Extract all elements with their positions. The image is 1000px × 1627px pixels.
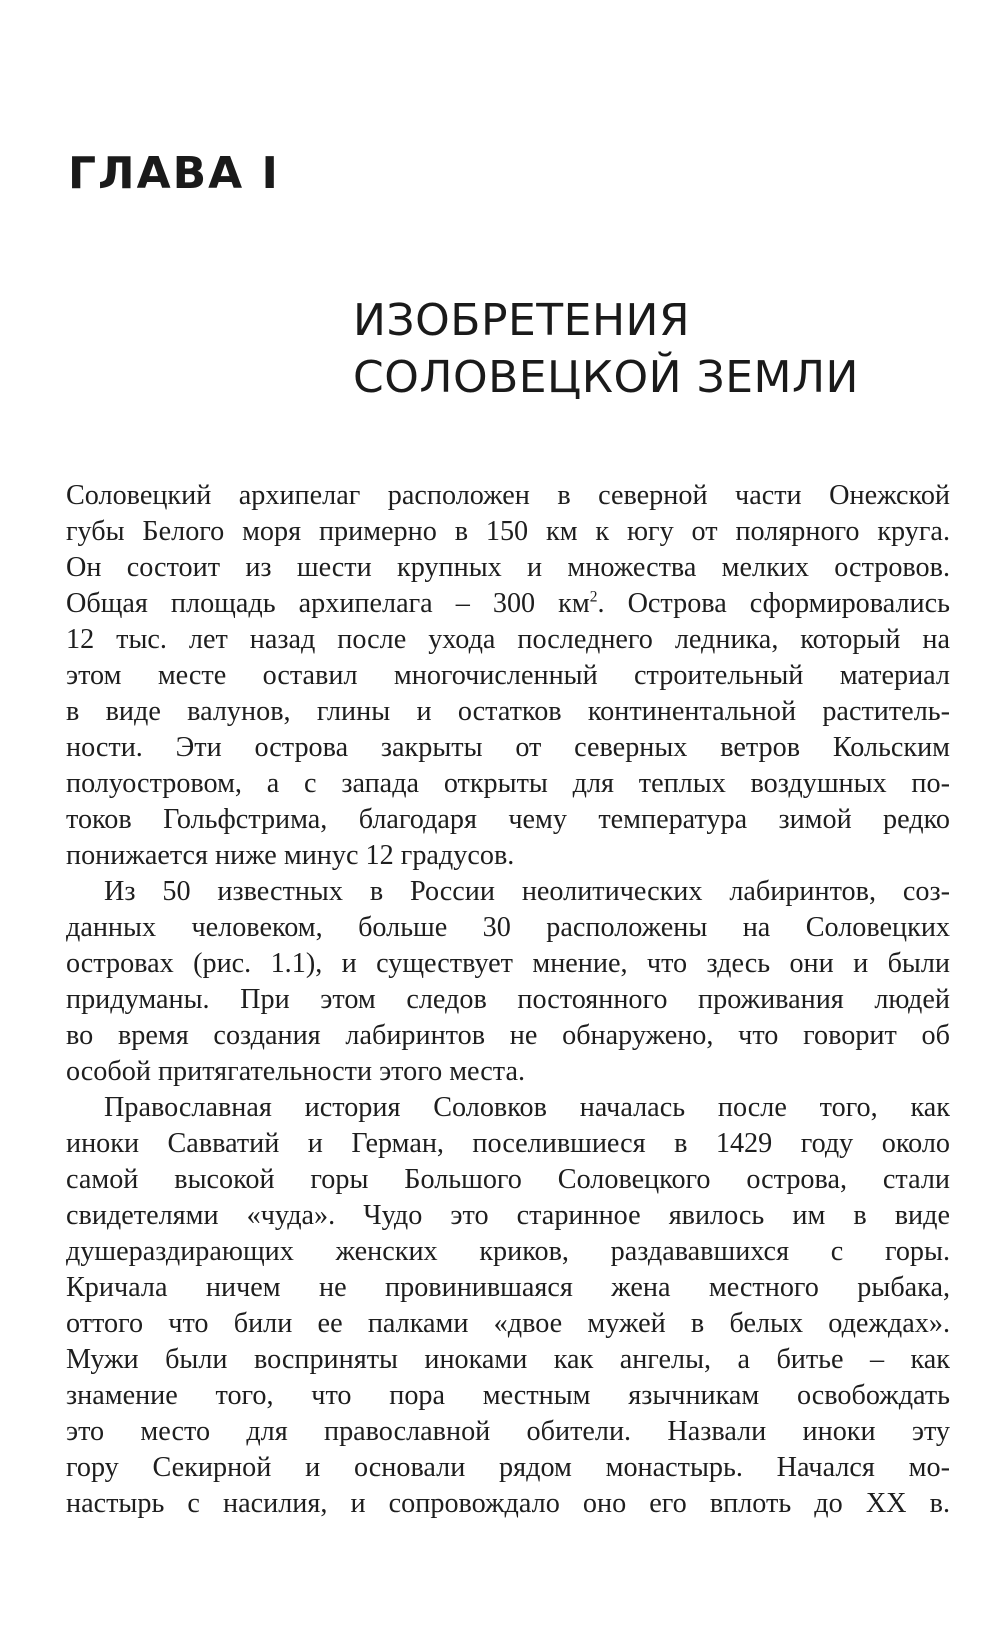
text-line: Мужи были восприняты иноками как ангелы, а битье – как (66, 1344, 950, 1375)
text-line: в виде валунов, глины и остатков континентальной раститель- (66, 696, 950, 727)
text-fragment: . Острова сформировались (597, 588, 950, 619)
chapter-title-line: СОЛОВЕЦКОЙ ЗЕМЛИ (353, 352, 859, 403)
text-line: Он состоит из шести крупных и множества мелких островов. (66, 552, 950, 583)
body-text (66, 478, 950, 1522)
text-line: особой притягательности этого места. (66, 1056, 525, 1087)
chapter-title-line: ИЗОБРЕТЕНИЯ (353, 295, 691, 346)
text-line: полуостровом, а с запада открыты для теплых воздушных по- (66, 768, 950, 799)
text-line: иноки Савватий и Герман, поселившиеся в 1429 году около (66, 1128, 950, 1159)
text-line: знамение того, что пора местным язычникам освобождать (66, 1380, 950, 1411)
chapter-title (353, 292, 859, 406)
text-line: Кричала ничем не провинившаяся жена местного рыбака, (66, 1272, 950, 1303)
text-line: душераздирающих женских криков, раздававшихся с горы. (66, 1236, 950, 1267)
text-line: Православная история Соловков началась после того, как (104, 1092, 950, 1123)
text-line: придуманы. При этом следов постоянного проживания людей (66, 984, 950, 1015)
text-line: это место для православной обители. Назвали иноки эту (66, 1416, 950, 1447)
text-line: во время создания лабиринтов не обнаружено, что говорит об (66, 1020, 950, 1051)
chapter-heading: ГЛАВА I (68, 148, 280, 199)
text-line: гору Секирной и основали рядом монастырь. Начался мо- (66, 1452, 950, 1483)
text-line: Соловецкий архипелаг расположен в северной части Онежской (66, 480, 950, 511)
text-line (66, 586, 950, 622)
text-line: токов Гольфстрима, благодаря чему температура зимой редко (66, 804, 950, 835)
text-line: оттого что били ее палками «двое мужей в белых одеждах». (66, 1308, 950, 1339)
superscript: 2 (589, 588, 598, 606)
text-line: свидетелями «чуда». Чудо это старинное явилось им в виде (66, 1200, 950, 1231)
text-line: ности. Эти острова закрыты от северных ветров Кольским (66, 732, 950, 763)
text-line: понижается ниже минус 12 градусов. (66, 840, 515, 871)
text-line: самой высокой горы Большого Соловецкого острова, стали (66, 1164, 950, 1195)
text-line: данных человеком, больше 30 расположены на Соловецких (66, 912, 950, 943)
text-line: 12 тыс. лет назад после ухода последнего ледника, который на (66, 624, 950, 655)
text-line: Из 50 известных в России неолитических лабиринтов, соз- (104, 876, 950, 907)
text-line: островах (рис. 1.1), и существует мнение, что здесь они и были (66, 948, 950, 979)
text-line: губы Белого моря примерно в 150 км к югу от полярного круга. (66, 516, 950, 547)
text-fragment: Общая площадь архипелага – 300 км (66, 588, 590, 619)
text-line: этом месте оставил многочисленный строительный материал (66, 660, 950, 691)
text-line: настырь с насилия, и сопровождало оно его вплоть до XX в. (66, 1488, 950, 1519)
